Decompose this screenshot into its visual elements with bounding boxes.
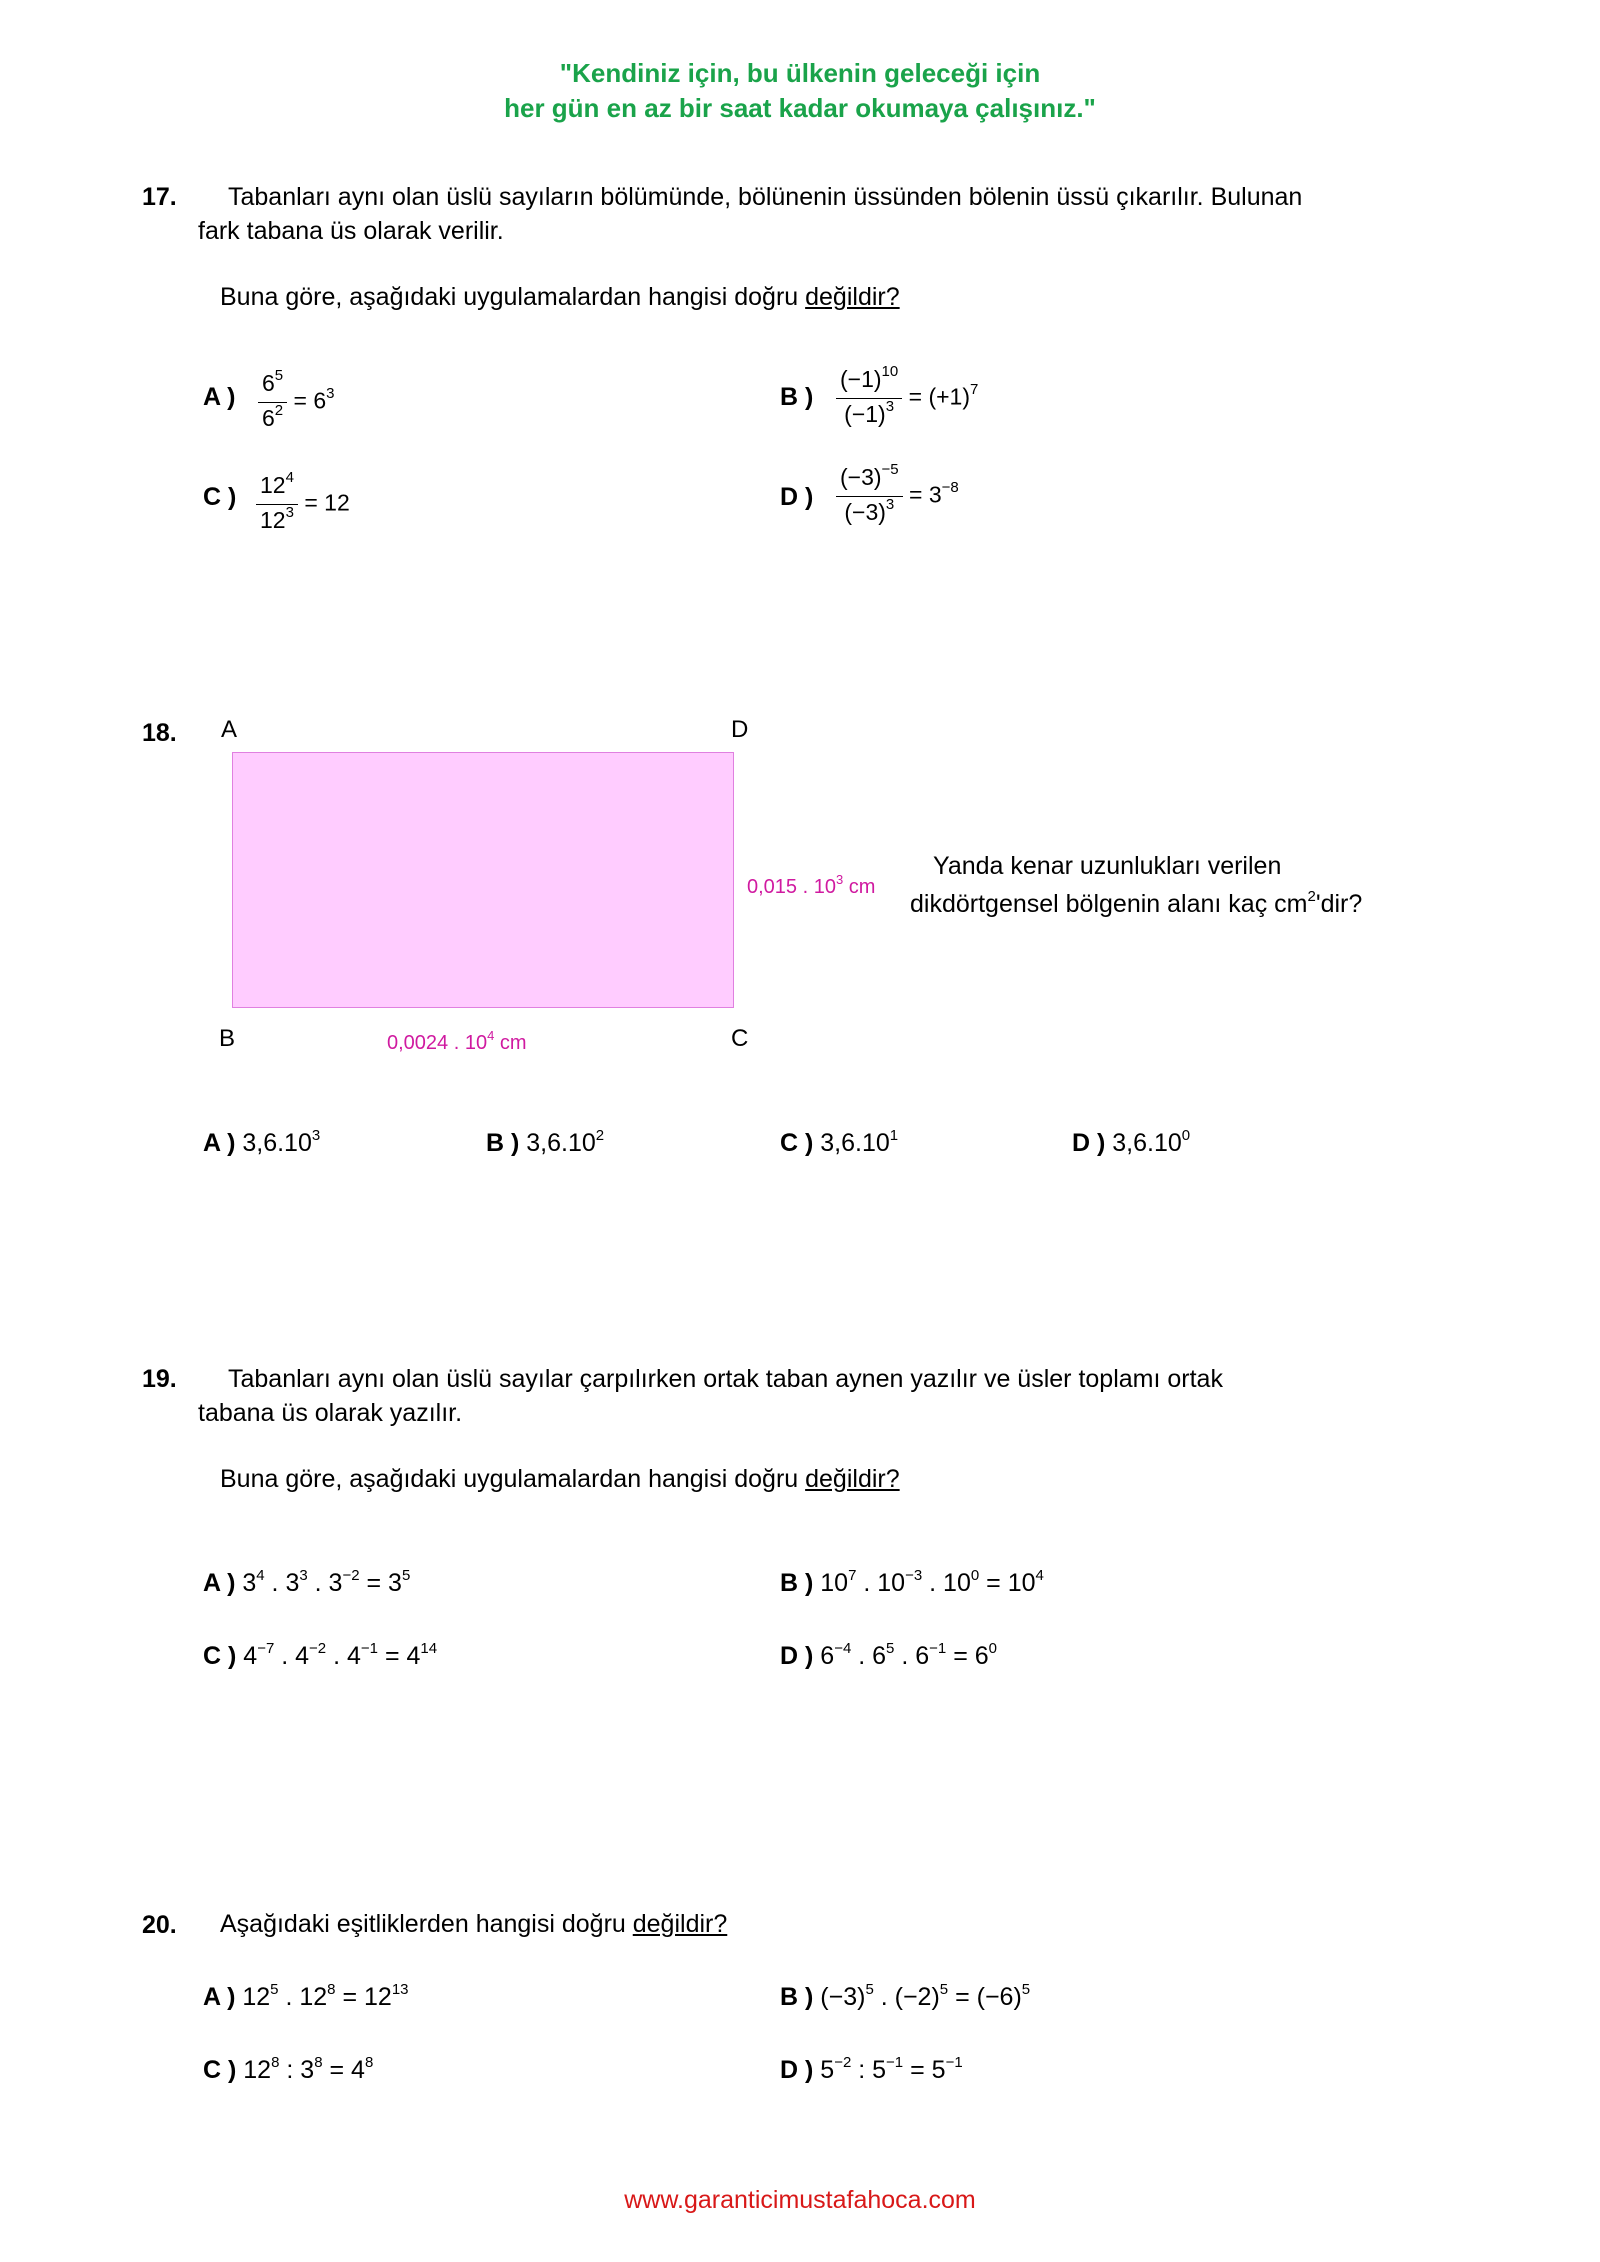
option-a: A ) $12^5$ . $12^8 = 12^{13}$ bbox=[203, 1981, 409, 2011]
question-text-line-1: Tabanları aynı olan üslü sayıların bölümünde, bölünenin üssünden bölenin üssü çıkarılır. Bulunan bbox=[228, 183, 1303, 211]
option-d: D ) 3,6.10$^0$ bbox=[1072, 1127, 1191, 1157]
question-number: 20. bbox=[142, 1911, 177, 1939]
option-d: D ) $5^{-2}$ : $5^{-1} = 5^{-1}$ bbox=[780, 2054, 963, 2084]
question-number: 18. bbox=[142, 719, 177, 747]
side-bc-length: 0,0024 . $10^4$ cm bbox=[387, 1028, 527, 1054]
option-d-label: D ) bbox=[780, 483, 814, 511]
option-d: D ) $6^{-4}$ . $6^5$ . $6^{-1} = 6^0$ bbox=[780, 1640, 997, 1670]
question-text-line-1: Tabanları aynı olan üslü sayılar çarpılırken ortak taban aynen yazılır ve üsler toplamı ortak bbox=[228, 1365, 1223, 1393]
option-c: C ) $12^8$ : $3^8 = 4^8$ bbox=[203, 2054, 374, 2084]
corner-label-d: D bbox=[731, 716, 749, 743]
motto-line-2: her gün en az bir saat kadar okumaya çalışınız." bbox=[504, 93, 1096, 123]
question-text-line-1: Yanda kenar uzunlukları verilen bbox=[933, 852, 1282, 880]
side-dc-length: 0,015 . $10^3$ cm bbox=[747, 872, 876, 898]
option-a: A ) $3^4$ . $3^3$ . $3^{-2} = 3^5$ bbox=[203, 1567, 411, 1597]
question-prompt: Buna göre, aşağıdaki uygulamalardan hangisi doğru değildir? bbox=[220, 283, 900, 311]
question-number: 19. bbox=[142, 1365, 177, 1393]
option-b-label: B ) bbox=[780, 383, 814, 411]
footer-website-link[interactable]: www.garanticimustafahoca.com bbox=[624, 2186, 976, 2214]
rectangle-abcd bbox=[232, 752, 734, 1008]
option-c: C ) 3,6.10$^1$ bbox=[780, 1127, 899, 1157]
question-text-line-2: dikdörtgensel bölgenin alanı kaç $cm^2'dir$? bbox=[910, 888, 1363, 918]
option-b: B ) $10^7$ . $10^{-3}$ . $10^0 = 10^4$ bbox=[780, 1567, 1044, 1597]
corner-label-a: A bbox=[221, 716, 238, 743]
option-c-expression: $\frac{12^4}{12^3}$ = 12 bbox=[256, 470, 350, 539]
question-text-line-2: tabana üs olarak yazılır. bbox=[198, 1399, 463, 1427]
option-c: C ) $4^{-7}$ . $4^{-2}$ . $4^{-1} = 4^{14}$ bbox=[203, 1640, 438, 1670]
option-a-expression: $\frac{6^5}{6^2}$ = $6^3$ bbox=[258, 368, 335, 437]
question-number: 17. bbox=[142, 183, 177, 211]
motto-line-1: "Kendiniz için, bu ülkenin geleceği için bbox=[559, 58, 1041, 88]
option-b: B ) $(-3)^5$ . $(-2)^5 = (-6)^5$ bbox=[780, 1981, 1031, 2011]
option-b: B ) 3,6.10$^2$ bbox=[486, 1127, 605, 1157]
corner-label-c: C bbox=[731, 1025, 749, 1052]
question-prompt: Aşağıdaki eşitliklerden hangisi doğru değildir? bbox=[220, 1910, 728, 1938]
corner-label-b: B bbox=[219, 1025, 236, 1052]
option-d-expression: $\frac{(-3)^{-5}}{(-3)^3}$ = $3^{-8}$ bbox=[836, 462, 959, 531]
option-b-expression: $\frac{(-1)^{10}}{(-1)^3}$ = $(+1)^7$ bbox=[836, 364, 978, 433]
option-a-label: A ) bbox=[203, 383, 236, 411]
question-prompt: Buna göre, aşağıdaki uygulamalardan hangisi doğru değildir? bbox=[220, 1465, 900, 1493]
question-text-line-2: fark tabana üs olarak verilir. bbox=[198, 217, 504, 245]
option-a: A ) 3,6.10$^3$ bbox=[203, 1127, 321, 1157]
option-c-label: C ) bbox=[203, 483, 237, 511]
